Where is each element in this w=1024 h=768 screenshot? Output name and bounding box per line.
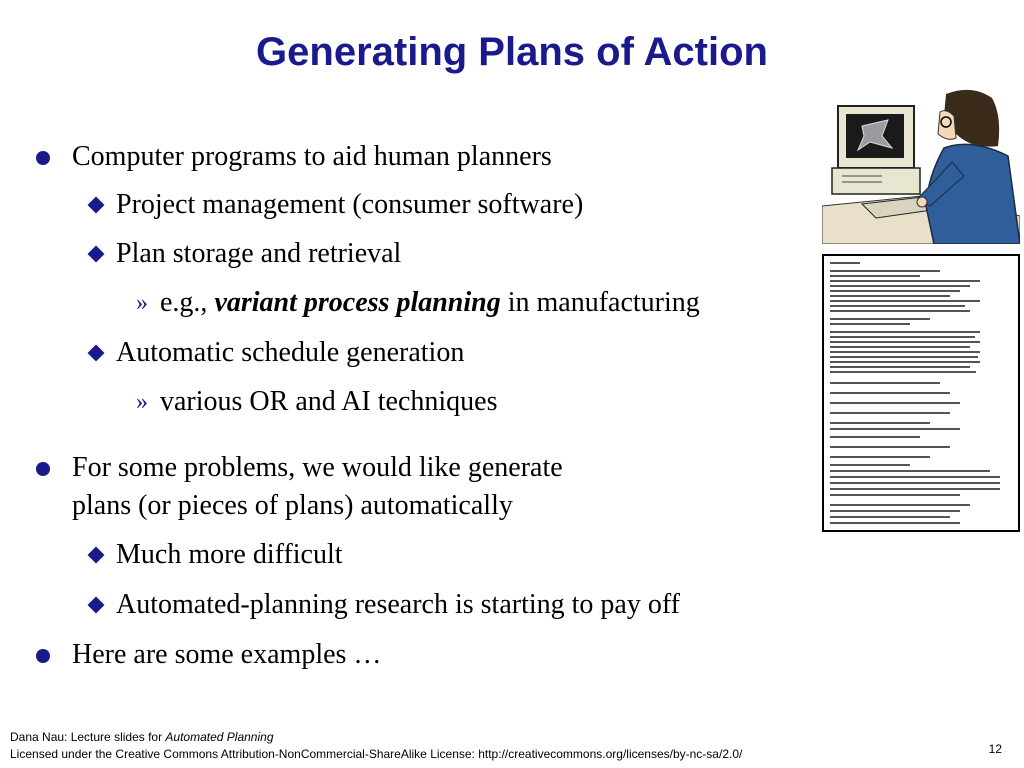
sub-bullet-text: Project management (consumer software) <box>116 189 584 220</box>
slide-title: Generating Plans of Action <box>256 30 768 74</box>
sub-sub-bullet-text <box>160 286 700 320</box>
page-number: 12 <box>988 742 1002 756</box>
bullet-text: Computer programs to aid human planners <box>72 141 552 172</box>
footer-book-title: Automated Planning <box>165 730 274 744</box>
bullet-dot-icon <box>36 462 50 476</box>
raquo-bullet-icon: » <box>136 389 148 415</box>
person-at-computer-illustration <box>822 86 1020 244</box>
diamond-bullet-icon <box>88 246 105 263</box>
footer-author: Dana Nau: Lecture slides for <box>10 730 166 744</box>
sub-sub-bullet-text: various OR and AI techniques <box>160 386 498 417</box>
diamond-bullet-icon <box>88 345 105 362</box>
diamond-bullet-icon <box>88 547 105 564</box>
bullet-text-line-2: plans (or pieces of plans) automatically <box>72 490 513 521</box>
diamond-bullet-icon <box>88 197 105 214</box>
footer-credit <box>10 730 274 744</box>
sub-bullet-text: Plan storage and retrieval <box>116 238 402 269</box>
sub-bullet-text: Much more difficult <box>116 539 343 570</box>
bullet-dot-icon <box>36 649 50 663</box>
footer-license: Licensed under the Creative Commons Attribution-NonCommercial-ShareAlike License: http://creativecommons.org/licenses/by-nc-sa/2.0/ <box>10 747 743 761</box>
sub-bullet-text: Automatic schedule generation <box>116 337 465 368</box>
bullet-text-line-1: For some problems, we would like generate <box>72 452 563 483</box>
process-plan-printout-image <box>822 254 1020 532</box>
text-suffix: in manufacturing <box>500 287 700 318</box>
text-prefix: e.g., <box>160 287 215 318</box>
text-emphasis: variant process planning <box>214 287 501 318</box>
sub-bullet-text: Automated-planning research is starting to pay off <box>116 589 680 620</box>
bullet-dot-icon <box>36 151 50 165</box>
bullet-text: Here are some examples … <box>72 639 382 670</box>
raquo-bullet-icon: » <box>136 290 148 316</box>
diamond-bullet-icon <box>88 597 105 614</box>
